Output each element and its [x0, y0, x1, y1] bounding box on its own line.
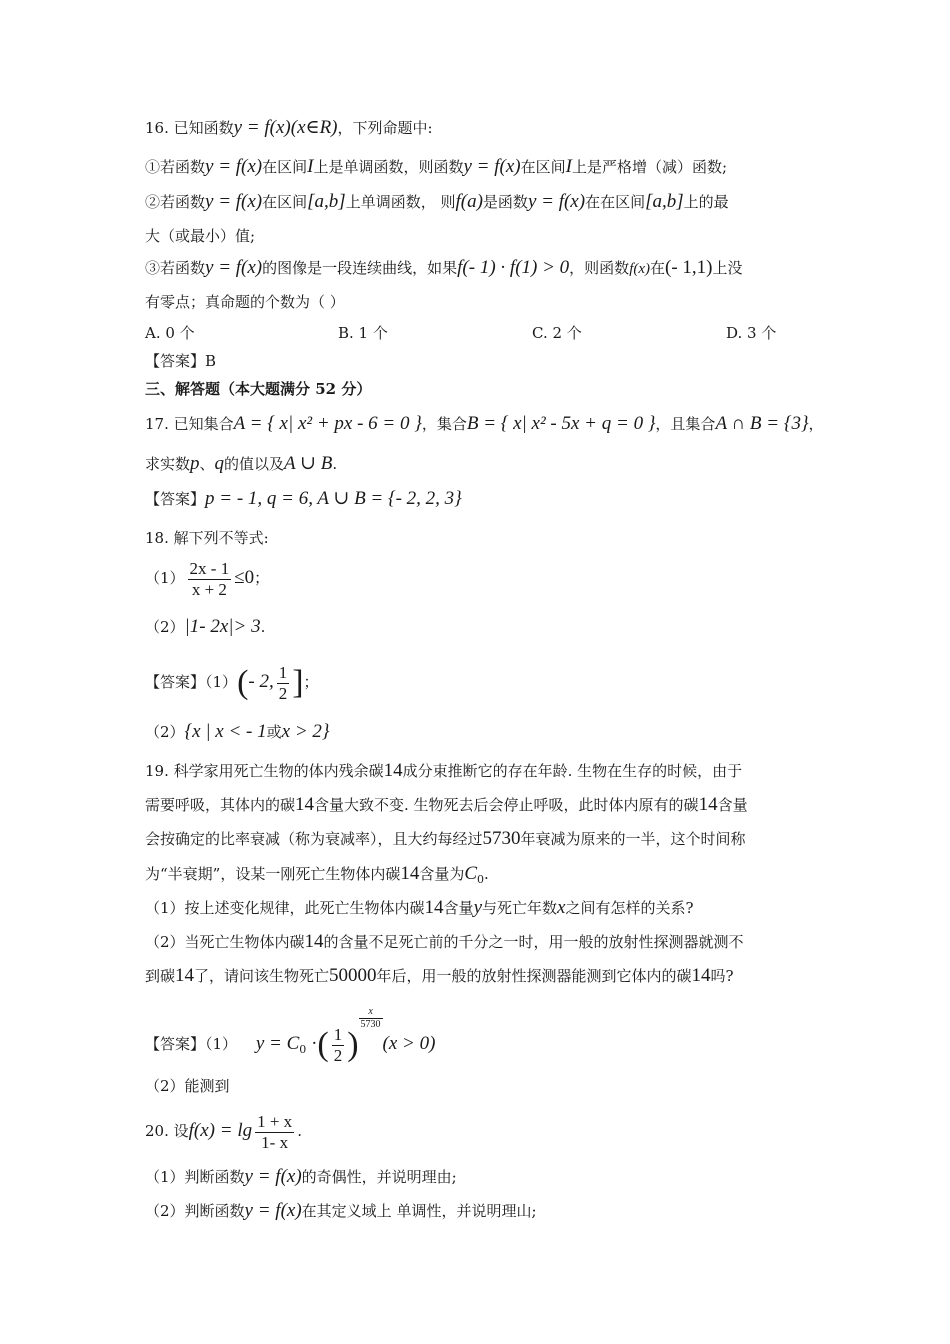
formula: · — [311, 1033, 318, 1054]
text: （2） — [145, 723, 185, 741]
text: （1） — [205, 673, 238, 691]
q16-option-d: D. 3 个 — [726, 324, 777, 342]
text: 1 — [333, 1024, 343, 1044]
formula: I — [565, 156, 572, 177]
q18-answer-1 — [145, 654, 319, 710]
q17-stem-cont — [145, 454, 337, 474]
q16-proposition-3-cont: 有零点；真命题的个数为（ ） — [145, 293, 345, 311]
text: 上的最 — [683, 193, 729, 211]
formula: A = { x| x² + px - 6 = 0 } — [233, 413, 422, 434]
formula: f(x) — [629, 261, 651, 277]
q20-sub-1 — [145, 1167, 457, 1187]
text: 在区间 — [262, 193, 308, 211]
formula: A ∪ B — [284, 453, 333, 474]
formula: - 2, — [248, 671, 274, 692]
section-3-heading: 三、解答题（本大题满分 52 分） — [145, 380, 372, 398]
text: 0 — [299, 1043, 307, 1056]
formula: 14 — [304, 931, 324, 952]
formula: y = f(x) — [205, 156, 263, 177]
text: x — [359, 1006, 383, 1019]
text: （1） — [205, 1035, 238, 1053]
text: ，则函数 — [569, 259, 630, 277]
exponent-fraction — [359, 1006, 383, 1031]
formula: 14 — [400, 863, 420, 884]
text: 年衰减为原来的一半，这个时间称 — [520, 830, 746, 848]
text: 之间有怎样的关系? — [565, 899, 694, 917]
text: 上是严格增（减）函数; — [571, 158, 728, 176]
q19-answer-2: （2）能测到 — [145, 1077, 230, 1095]
q16-option-b: B. 1 个 — [338, 324, 388, 342]
q19-sub-2 — [145, 932, 744, 952]
formula: |1- 2x|> 3 — [184, 616, 261, 637]
text: 在在区间 — [585, 193, 646, 211]
text: ； — [254, 569, 270, 587]
text: 含量 — [717, 796, 748, 814]
formula: (x > 0) — [382, 1033, 436, 1054]
formula: 14 — [295, 794, 315, 815]
text: 的值以及 — [224, 455, 285, 473]
text: （2） — [145, 618, 185, 636]
fraction — [277, 663, 290, 704]
text: ，且集合 — [655, 415, 716, 433]
q16-suffix: ，下列命题中: — [337, 119, 433, 137]
formula: y = C — [255, 1033, 300, 1054]
q16-option-a: A. 0 个 — [145, 324, 195, 342]
formula: q — [214, 453, 225, 474]
text: . — [297, 1122, 302, 1140]
q16-proposition-1 — [145, 157, 727, 177]
text: 在 — [650, 259, 666, 277]
formula: y = f(x) — [527, 191, 586, 212]
q19-line-3 — [145, 829, 746, 849]
formula: 14 — [424, 897, 444, 918]
text: 0 — [477, 873, 485, 886]
text: ， — [808, 415, 824, 433]
text: 5730 — [360, 1019, 381, 1030]
text: 含量为 — [419, 865, 465, 883]
text: ②若函数 — [145, 193, 206, 211]
text: 【答案】 — [145, 490, 206, 508]
q18-part-2 — [145, 617, 265, 637]
formula: y = f(x) — [205, 257, 263, 278]
formula: y = f(x) — [205, 191, 263, 212]
text: 含量大致不变. 生物死去后会停止呼吸，此时体内原有的碳 — [314, 796, 699, 814]
formula: 14 — [698, 794, 718, 815]
q19-answer-1 — [145, 1006, 435, 1078]
text: 1 + x — [257, 1111, 293, 1131]
formula: 14 — [175, 965, 195, 986]
q18-stem: 18. 解下列不等式: — [145, 529, 269, 547]
bracket: ] — [292, 664, 304, 701]
q16-proposition-2-cont: 大（或最小）值; — [145, 227, 256, 245]
fraction — [332, 1025, 345, 1066]
q16-option-c: C. 2 个 — [532, 324, 582, 342]
text: 的含量不足死亡前的千分之一时，用一般的放射性探测器就测不 — [323, 933, 744, 951]
text: 2x - 1 — [189, 558, 230, 578]
formula: 14 — [691, 965, 711, 986]
text: （1）判断函数 — [145, 1168, 245, 1186]
q16-stem — [145, 118, 433, 138]
text: 【答案】 — [145, 673, 206, 691]
text: 了，请问该生物死亡 — [194, 967, 330, 985]
formula: p = - 1, q = 6, A ∪ B = {- 2, 2, 3} — [205, 488, 462, 509]
text: 【答案】 — [145, 1035, 206, 1053]
text: 的图像是一段连续曲线，如果 — [262, 259, 458, 277]
text: 或 — [266, 723, 282, 741]
q17-answer — [145, 489, 462, 509]
formula: 14 — [383, 760, 403, 781]
text: 1 — [278, 662, 288, 682]
q18-answer-2 — [145, 722, 330, 742]
text: . — [332, 455, 338, 473]
text: ，集合 — [421, 415, 467, 433]
q16-proposition-2 — [145, 192, 729, 212]
text: 年后，用一般的放射性探测器能测到它体内的碳 — [376, 967, 692, 985]
text: 1- x — [261, 1132, 289, 1152]
formula: y = f(x) — [244, 1200, 302, 1221]
text: 求实数 — [145, 455, 191, 473]
q19-line-2 — [145, 795, 748, 815]
text: （1） — [145, 569, 185, 587]
formula: A ∩ B = {3} — [715, 413, 809, 434]
formula: y — [473, 897, 482, 918]
q19-line-1 — [145, 761, 742, 781]
text: 在区间 — [262, 158, 308, 176]
text: . — [260, 618, 266, 636]
formula: B = { x| x² - 5x + q = 0 } — [466, 413, 656, 434]
text: 的奇偶性，并说明理由; — [301, 1168, 457, 1186]
text: （2）判断函数 — [145, 1202, 245, 1220]
q16-formula: y = f(x)(x∈R) — [233, 117, 338, 138]
formula: y = f(x) — [244, 1166, 302, 1187]
formula: 50000 — [329, 965, 377, 986]
text: 20. 设 — [145, 1122, 189, 1140]
q19-line-4 — [145, 864, 489, 890]
q19-sub-2-cont — [145, 966, 734, 986]
fraction — [255, 1112, 294, 1153]
formula: f(x) = lg — [188, 1120, 253, 1141]
text: 与死亡年数 — [482, 899, 558, 917]
q19-sub-1 — [145, 898, 694, 918]
text: 是函数 — [482, 193, 528, 211]
text: 吗? — [710, 967, 734, 985]
formula: [a,b] — [307, 191, 346, 212]
text: 需要呼吸，其体内的碳 — [145, 796, 296, 814]
text: 在区间 — [520, 158, 566, 176]
text: 2 — [333, 1045, 343, 1065]
text: 成分束推断它的存在年龄. 生物在生存的时候，由于 — [402, 762, 743, 780]
formula: [a,b] — [645, 191, 684, 212]
formula: x — [557, 897, 566, 918]
text: 为“半衰期”，设某一刚死亡生物体内碳 — [145, 865, 401, 883]
formula: f(a) — [455, 191, 483, 212]
formula: I — [307, 156, 314, 177]
q17-stem — [145, 414, 824, 434]
formula: C — [464, 863, 478, 884]
text: 17. 已知集合 — [145, 415, 234, 433]
formula: f(- 1) · f(1) > 0 — [457, 257, 570, 278]
text: ； — [303, 673, 319, 691]
q20-sub-2 — [145, 1201, 537, 1221]
formula: x > 2} — [281, 721, 330, 742]
text: 【答案】 — [145, 352, 206, 370]
text: . — [484, 865, 489, 883]
formula: (- 1,1) — [665, 257, 713, 278]
text: 到碳 — [145, 967, 176, 985]
formula: ≤0 — [234, 567, 255, 588]
text: 、 — [199, 455, 215, 473]
bracket: ( — [317, 1026, 329, 1063]
text: 在其定义域上 单调性，并说明理山; — [301, 1202, 537, 1220]
q20-stem — [145, 1110, 302, 1153]
text: 2 — [278, 683, 288, 703]
text: ①若函数 — [145, 158, 206, 176]
text: （2）当死亡生物体内碳 — [145, 933, 305, 951]
bracket: ( — [237, 664, 249, 701]
text: 上是单调函数，则函数 — [313, 158, 464, 176]
text: 会按确定的比率衰减（称为衰减率），且大约每经过 — [145, 830, 483, 848]
q16-answer — [145, 351, 216, 371]
text: 上单调函数， 则 — [345, 193, 456, 211]
formula: p — [190, 453, 200, 474]
text: （1）按上述变化规律，此死亡生物体内碳 — [145, 899, 425, 917]
text: B — [205, 352, 217, 370]
text: 19. 科学家用死亡生物的体内残余碳 — [145, 762, 384, 780]
formula: y = f(x) — [463, 156, 521, 177]
text: 含量 — [443, 899, 474, 917]
q18-part-1 — [145, 557, 269, 600]
text: x + 2 — [191, 579, 227, 599]
q16-prefix: 16. 已知函数 — [145, 119, 234, 137]
bracket: ) — [347, 1026, 359, 1063]
fraction — [188, 559, 232, 600]
formula: 5730 — [482, 828, 521, 849]
text: 上没 — [712, 259, 743, 277]
q16-proposition-3 — [145, 258, 743, 279]
text: ③若函数 — [145, 259, 206, 277]
formula: {x | x < - 1 — [184, 721, 267, 742]
